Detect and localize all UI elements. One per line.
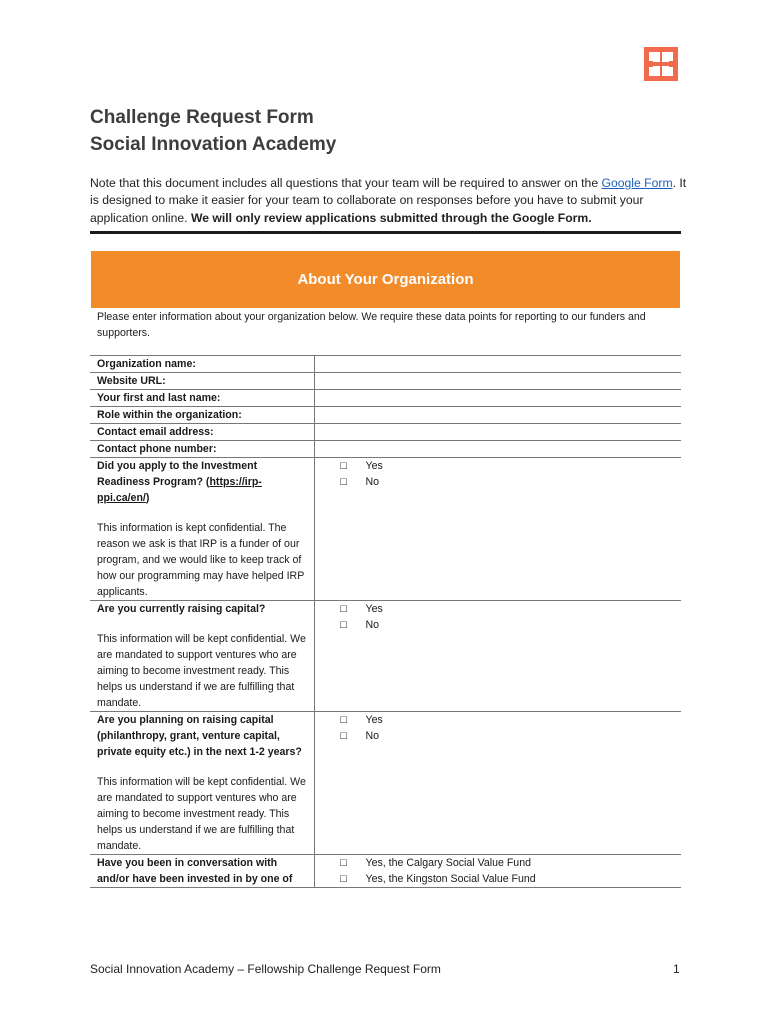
question-text: Have you been in conversation with and/or have been invested in by one of — [97, 857, 293, 885]
option-no[interactable] — [340, 617, 675, 633]
field-label: Contact email address: — [90, 424, 314, 441]
intro-text-continued: . It is designed to make it easier for your team to collaborate on responses before you have to submit your application online. — [90, 176, 687, 225]
section-intro: Please enter information about your organization below. We require these data points for reporting to our funders and supporters. — [97, 311, 646, 339]
field-answer-cell[interactable] — [314, 373, 681, 390]
field-answer-cell[interactable] — [314, 424, 681, 441]
question-note: This information will be kept confidential. We are mandated to support ventures who are aiming to become investment ready. This helps us understand if we are fulfilling that mandate. — [97, 633, 306, 709]
section-title: About Your Organization — [297, 271, 474, 288]
field-label: Organization name: — [90, 356, 314, 373]
field-answer-cell[interactable] — [314, 390, 681, 407]
option-label: No — [365, 730, 380, 742]
option-label: Yes — [365, 603, 383, 615]
table-row — [90, 601, 681, 712]
answer-options — [314, 458, 681, 601]
intro-paragraph — [90, 175, 690, 227]
checkbox-icon[interactable]: ☐ — [339, 858, 348, 868]
option-yes[interactable] — [340, 601, 675, 617]
option-calgary-fund[interactable] — [340, 855, 675, 871]
question-cell — [90, 458, 314, 601]
field-label: Your first and last name: — [90, 390, 314, 407]
table-row — [90, 712, 681, 855]
document-title — [90, 104, 336, 158]
question-cell — [90, 601, 314, 712]
section-divider — [90, 231, 681, 234]
field-label: Website URL: — [90, 373, 314, 390]
social-innovation-academy-logo-icon — [644, 47, 678, 81]
option-label: No — [365, 619, 380, 631]
footer-text: Social Innovation Academy – Fellowship Challenge Request Form — [90, 962, 441, 976]
table-row — [90, 373, 681, 390]
field-answer-cell[interactable] — [314, 441, 681, 458]
organization-form-table — [90, 355, 681, 888]
question-text: Are you planning on raising capital (philanthropy, grant, venture capital, private equity etc.) in the next 1-2 years? — [97, 714, 302, 758]
table-row — [90, 458, 681, 601]
title-line-2: Social Innovation Academy — [90, 134, 337, 155]
checkbox-icon[interactable]: ☐ — [339, 715, 348, 725]
table-row — [90, 424, 681, 441]
checkbox-icon[interactable]: ☐ — [339, 731, 348, 741]
question-cell — [90, 855, 314, 888]
table-row — [90, 356, 681, 373]
option-label: Yes — [365, 460, 383, 472]
field-answer-cell[interactable] — [314, 407, 681, 424]
checkbox-icon[interactable]: ☐ — [339, 874, 348, 884]
checkbox-icon[interactable]: ☐ — [339, 604, 348, 614]
answer-options — [314, 855, 681, 888]
answer-options — [314, 712, 681, 855]
intro-text: Note that this document includes all questions that your team will be required to answer on the — [90, 176, 602, 190]
table-row — [90, 441, 681, 458]
question-note: This information is kept confidential. The reason we ask is that IRP is a funder of our program, and we would like to keep track of how our programming may have helped IRP applicants. — [97, 522, 305, 598]
google-form-link[interactable]: Google Form — [601, 176, 673, 190]
title-line-1: Challenge Request Form — [90, 107, 314, 128]
option-yes[interactable] — [340, 712, 675, 728]
question-text: Did you apply to the Investment Readiness Program? (https://irp-ppi.ca/en/) — [97, 460, 262, 504]
option-no[interactable] — [340, 474, 675, 490]
table-row — [90, 407, 681, 424]
page-number: 1 — [673, 962, 680, 976]
field-label: Role within the organization: — [90, 407, 314, 424]
option-no[interactable] — [340, 728, 675, 744]
checkbox-icon[interactable]: ☐ — [339, 477, 348, 487]
table-row — [90, 390, 681, 407]
option-label: Yes, the Calgary Social Value Fund — [365, 857, 531, 869]
question-note: This information will be kept confidential. We are mandated to support ventures who are aiming to become investment ready. This helps us understand if we are fulfilling that mandate. — [97, 776, 306, 852]
option-label: No — [365, 476, 380, 488]
irp-link[interactable]: https://irp-ppi.ca/en/ — [97, 476, 262, 504]
intro-bold-notice: We will only review applications submitted through the Google Form. — [190, 210, 592, 225]
answer-options — [314, 601, 681, 712]
option-yes[interactable] — [340, 458, 675, 474]
option-kingston-fund[interactable] — [340, 871, 675, 887]
table-row — [90, 855, 681, 888]
option-label: Yes — [365, 714, 383, 726]
question-cell — [90, 712, 314, 855]
checkbox-icon[interactable]: ☐ — [339, 461, 348, 471]
question-text: Are you currently raising capital? — [97, 603, 266, 615]
field-label: Contact phone number: — [90, 441, 314, 458]
field-answer-cell[interactable] — [314, 356, 681, 373]
section-banner — [91, 251, 680, 308]
checkbox-icon[interactable]: ☐ — [339, 620, 348, 630]
option-label: Yes, the Kingston Social Value Fund — [365, 873, 536, 885]
